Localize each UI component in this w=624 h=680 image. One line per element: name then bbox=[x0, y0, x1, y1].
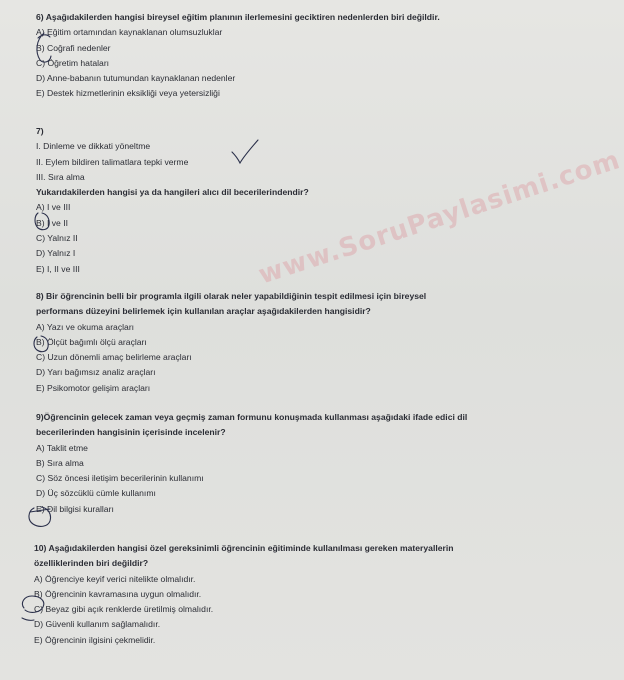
question-9-stem-line-2: becerilerinden hangisinin içerisinde incelenir? bbox=[36, 427, 226, 438]
question-10-option-b: B) Öğrencinin kavramasına uygun olmalıdır. bbox=[34, 588, 202, 599]
question-7-number: 7) bbox=[36, 126, 44, 136]
question-6-option-d: D) Anne-babanın tutumundan kaynaklanan nedenler bbox=[36, 73, 236, 84]
question-6-stem: 6) Aşağıdakilerden hangisi bireysel eğitim planının ilerlemesini geciktiren nedenlerden biri değildir. bbox=[36, 12, 440, 22]
question-6 bbox=[36, 10, 531, 102]
question-9-option-d: D) Üç sözcüklü cümle kullanımı bbox=[36, 488, 156, 499]
question-6-option-b: B) Coğrafi nedenler bbox=[36, 42, 111, 53]
question-7-item-1: I. Dinleme ve dikkati yöneltme bbox=[36, 141, 151, 152]
question-7-option-e: E) I, II ve III bbox=[36, 263, 80, 274]
question-7-stem: Yukarıdakilerden hangisi ya da hangileri alıcı dil becerilerindendir? bbox=[36, 187, 309, 198]
question-7-option-d: D) Yalnız I bbox=[36, 248, 76, 259]
question-6-option-a: A) Eğitim ortamından kaynaklanan olumsuzluklar bbox=[36, 27, 223, 38]
question-9-option-a: A) Taklit etme bbox=[36, 442, 88, 453]
question-8-option-b: B) Ölçüt bağımlı ölçü araçları bbox=[36, 336, 147, 347]
question-8-stem-line-1: 8) Bir öğrencinin belli bir programla ilgili olarak neler yapabildiğinin tespit edilmesi için bireysel bbox=[36, 291, 427, 301]
question-6-option-c: C) Öğretim hataları bbox=[36, 57, 110, 68]
question-8 bbox=[36, 289, 531, 396]
question-7-item-2: II. Eylem bildiren talimatlara tepki verme bbox=[36, 156, 189, 167]
question-8-option-c: C) Uzun dönemli amaç belirleme araçları bbox=[36, 352, 192, 363]
question-7-option-a: A) I ve III bbox=[36, 202, 71, 213]
question-10-option-d: D) Güvenli kullanım sağlamalıdır. bbox=[34, 619, 161, 630]
question-10 bbox=[34, 541, 532, 648]
question-6-option-e: E) Destek hizmetlerinin eksikliği veya yetersizliği bbox=[36, 88, 220, 99]
question-7-item-3: III. Sıra alma bbox=[36, 171, 85, 182]
question-8-option-a: A) Yazı ve okuma araçları bbox=[36, 321, 135, 332]
question-9-option-e: E) Dil bilgisi kuralları bbox=[36, 503, 114, 514]
question-10-option-e: E) Öğrencinin ilgisini çekmelidir. bbox=[34, 634, 156, 645]
question-7-option-b: B) I ve II bbox=[36, 217, 68, 228]
question-9 bbox=[36, 410, 531, 517]
question-10-stem-line-1: 10) Aşağıdakilerden hangisi özel gereksinimli öğrencinin eğitiminde kullanılması gereken materyallerin bbox=[34, 543, 454, 553]
watermark: www.SoruPaylasimi.com bbox=[255, 145, 624, 291]
question-7-option-c: C) Yalnız II bbox=[36, 233, 78, 244]
question-10-option-c: C) Beyaz gibi açık renklerde üretilmiş olmalıdır. bbox=[34, 604, 214, 615]
question-7 bbox=[36, 124, 516, 277]
question-10-stem-line-2: özelliklerinden biri değildir? bbox=[34, 558, 149, 569]
question-8-option-e: E) Psikomotor gelişim araçları bbox=[36, 382, 151, 393]
question-9-stem-line-1: 9)Öğrencinin gelecek zaman veya geçmiş zaman formunu konuşmada kullanması aşağıdaki ifade edici dil bbox=[36, 412, 468, 422]
question-8-stem-line-2: performans düzeyini belirlemek için kullanılan araçlar aşağıdakilerden hangisidir? bbox=[36, 306, 371, 317]
question-9-option-b: B) Sıra alma bbox=[36, 457, 84, 468]
question-8-option-d: D) Yarı bağımsız analiz araçları bbox=[36, 367, 156, 378]
question-9-option-c: C) Söz öncesi iletişim becerilerinin kullanımı bbox=[36, 473, 204, 484]
question-10-option-a: A) Öğrenciye keyif verici nitelikte olmalıdır. bbox=[34, 573, 196, 584]
